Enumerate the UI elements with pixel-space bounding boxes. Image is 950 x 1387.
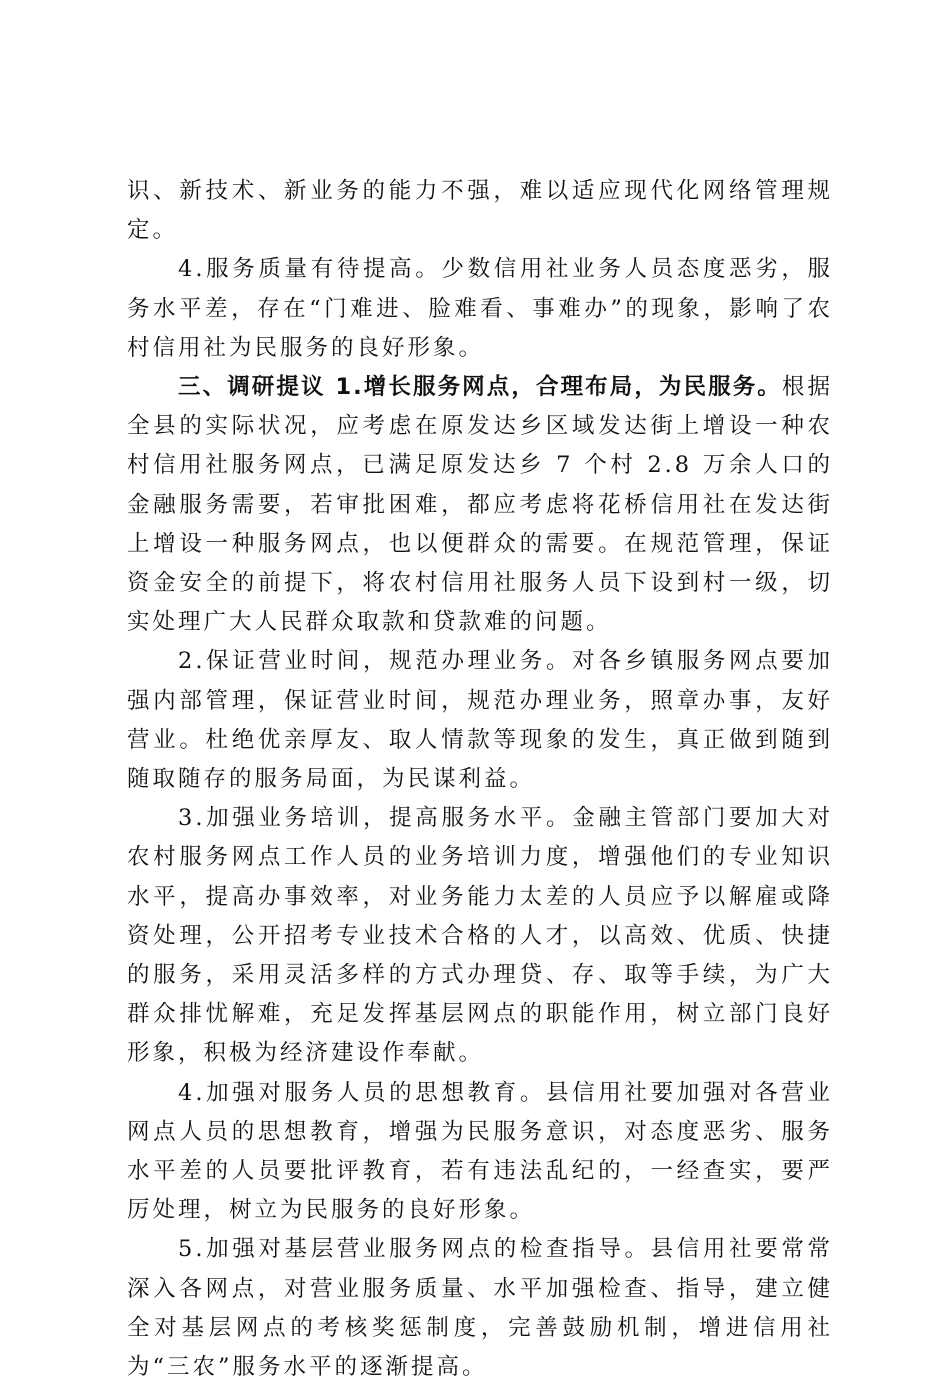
paragraph-service-quality: 4.服务质量有待提高。少数信用社业务人员态度恶劣，服务水平差，存在“门难进、脸难看、事难办”的现象，影响了农村信用社为民服务的良好形象。: [127, 256, 833, 361]
section-heading: 三、调研提议 1.增长服务网点，合理布局，为民服务。: [178, 374, 782, 401]
paragraph-continuation: 识、新技术、新业务的能力不强，难以适应现代化网络管理规定。: [127, 178, 833, 244]
paragraph-business-hours: 2.保证营业时间，规范办理业务。对各乡镇服务网点要加强内部管理，保证营业时间，规范办理业务，照章办事，友好营业。杜绝优亲厚友、取人情款等现象的发生，真正做到随到随取随存的服务局面，为民谋利益。: [127, 648, 833, 793]
paragraph-body: 根据全县的实际状况，应考虑在原发达乡区域发达街上增设一种农村信用社服务网点，已满足原发达乡 7 个村 2.8 万余人口的金融服务需要，若审批困难，都应考虑将花桥信用社在发达街上增设一种服务网点，也以便群众的需要。在规范管理，保证资金安全的前提下，将农村信用社服务人员下设到村一级，切实处理广大人民群众取款和贷款难的问题。: [127, 374, 833, 636]
document-body: [127, 172, 833, 1387]
paragraph-research-proposal: [127, 368, 833, 642]
paragraph-training: 3.加强业务培训，提高服务水平。金融主管部门要加大对农村服务网点工作人员的业务培训力度，增强他们的专业知识水平，提高办事效率，对业务能力太差的人员应予以解雇或降资处理，公开招考专业技术合格的人才，以高效、优质、快捷的服务，采用灵活多样的方式办理贷、存、取等手续，为广大群众排忧解难，充足发挥基层网点的职能作用，树立部门良好形象，积极为经济建设作奉献。: [127, 805, 833, 1067]
paragraph-inspection: 5.加强对基层营业服务网点的检查指导。县信用社要常常深入各网点，对营业服务质量、水平加强检查、指导，建立健全对基层网点的考核奖惩制度，完善鼓励机制，增进信用社为“三农”服务水平的逐渐提高。: [127, 1236, 833, 1381]
paragraph-education: 4.加强对服务人员的思想教育。县信用社要加强对各营业网点人员的思想教育，增强为民服务意识，对态度恶劣、服务水平差的人员要批评教育，若有违法乱纪的，一经查实，要严厉处理，树立为民服务的良好形象。: [127, 1079, 833, 1224]
